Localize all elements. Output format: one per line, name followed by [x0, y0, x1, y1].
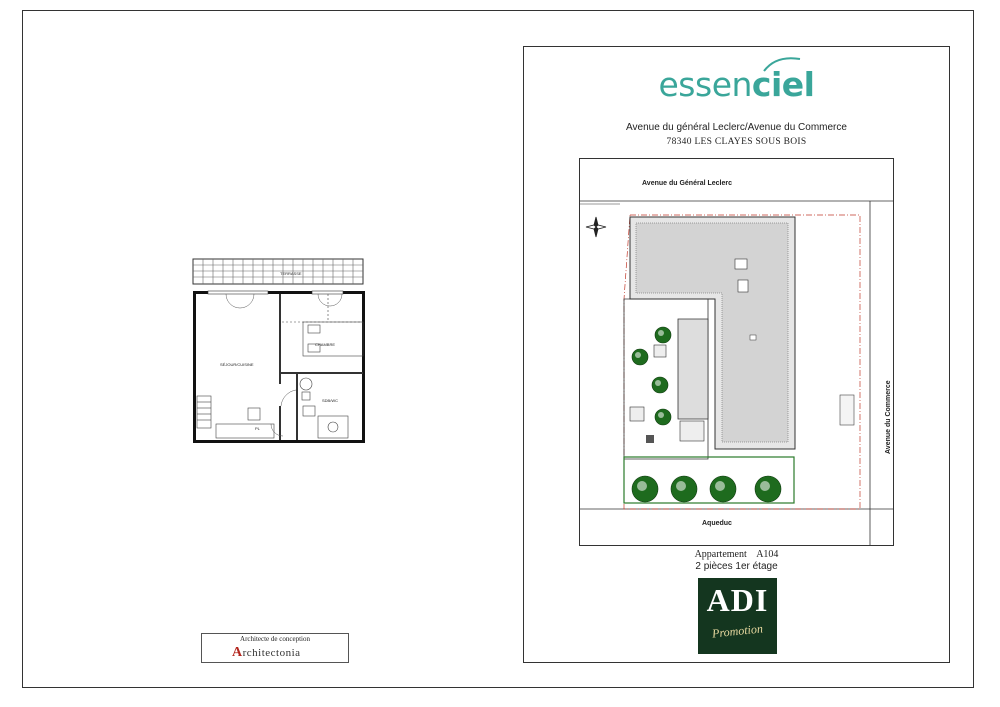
brand-swoosh-icon [762, 55, 802, 75]
bathroom-label: SDB/WC [322, 398, 338, 403]
architect-logo [232, 645, 301, 661]
street-top-label: Avenue du Général Leclerc [642, 180, 732, 187]
bedroom-label: CHAMBRE [315, 342, 336, 347]
brand-name-part2: ciel [751, 65, 815, 104]
address-line-1: Avenue du général Leclerc/Avenue du Commerce [626, 122, 847, 133]
promoter-initials: ADI [706, 582, 769, 618]
brand-name-part1: essen [658, 65, 752, 104]
compass-icon [586, 217, 606, 237]
site-plan [579, 158, 894, 546]
architect-caption: Architecte de conception [240, 635, 310, 643]
street-bottom-label: Aqueduc [702, 520, 732, 527]
site-plan-drawing [580, 159, 893, 545]
street-right-label: Avenue du Commerce [885, 380, 892, 454]
living-label: SÉJOUR/CUISINE [220, 362, 254, 367]
promoter-tagline: Promotion [711, 621, 764, 641]
brand-logo [524, 65, 949, 104]
floor-plan [188, 256, 368, 446]
promoter-logo [698, 578, 777, 654]
apartment-description: 2 pièces 1er étage [695, 561, 778, 572]
architect-initial: A [232, 645, 243, 660]
architect-cartouche [201, 633, 349, 663]
closet-label: PL [255, 426, 260, 431]
architect-name: rchitectonia [242, 647, 301, 659]
address-line-2: 78340 LES CLAYES SOUS BOIS [666, 137, 807, 147]
apartment-reference: Appartement A104 [694, 549, 779, 560]
title-block [523, 46, 950, 663]
terrace-label: TERRASSE [280, 271, 302, 276]
